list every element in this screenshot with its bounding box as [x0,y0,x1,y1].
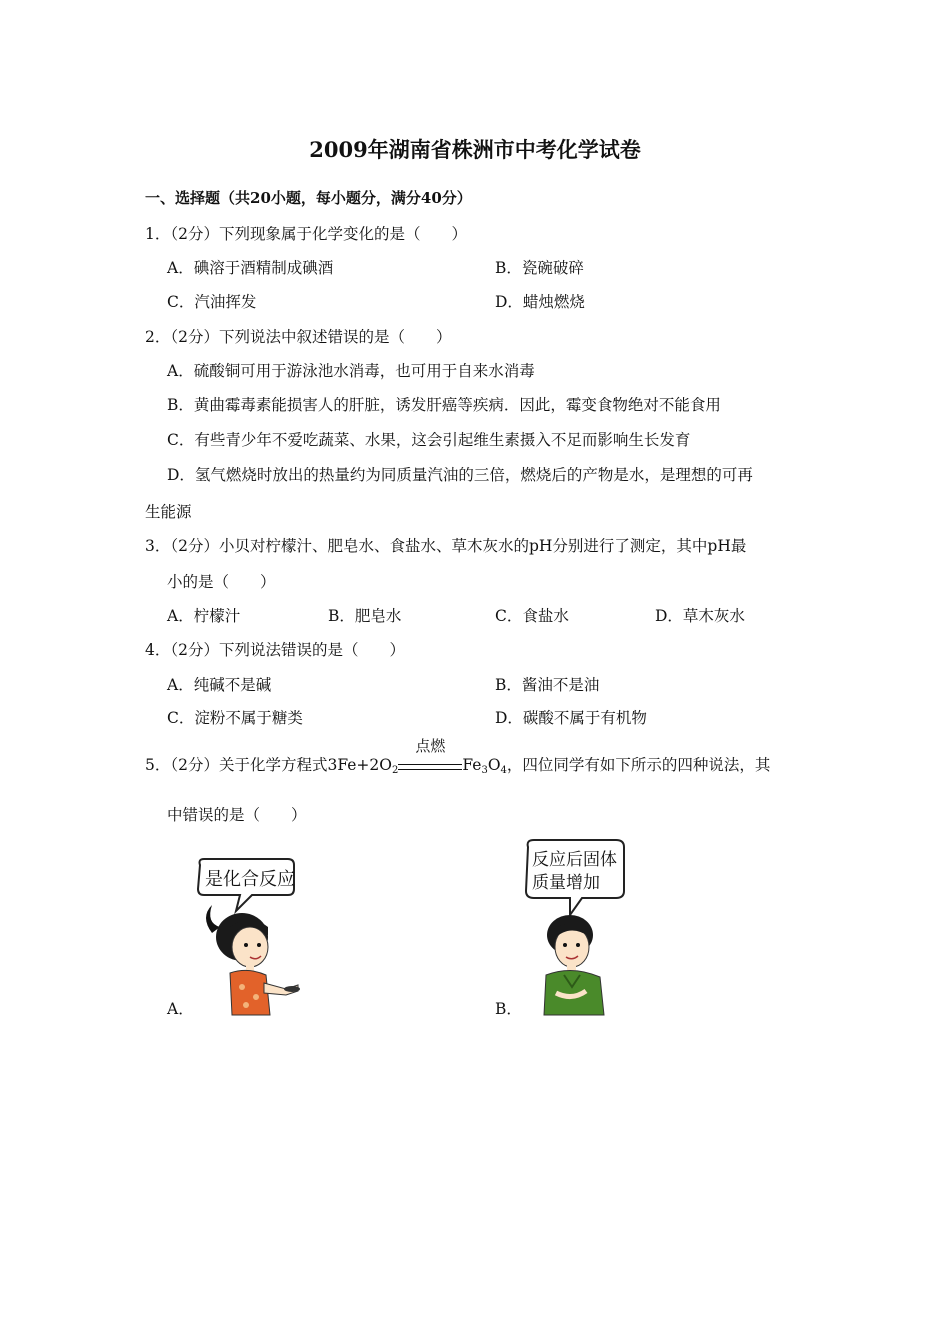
q4-option-b: B．酱油不是油 [495,676,600,694]
q2-option-d-continued: 生能源 [145,503,192,521]
q4-option-d: D．碳酸不属于有机物 [495,709,647,727]
q5-stem-prefix: 5．（2分）关于化学方程式3Fe+2O [145,756,392,774]
q4-option-a: A．纯碱不是碱 [167,676,272,694]
shirt-pattern-3 [243,1002,249,1008]
bubble-b-text-line2: 质量增加 [532,873,600,893]
reaction-arrow [398,737,462,775]
equals-sign [398,764,462,770]
q4-stem: 4．（2分）下列说法错误的是（ ） [145,641,405,659]
q2-option-a: A．硫酸铜可用于游泳池水消毒，也可用于自来水消毒 [167,362,535,380]
q5-stem-suffix: ，四位同学有如下所示的四种说法，其 [506,756,771,774]
section-heading: 一、选择题（共20小题，每小题分，满分40分） [145,189,472,207]
q1-stem: 1．（2分）下列现象属于化学变化的是（ ） [145,225,467,243]
boy-eye-right [576,943,580,947]
reaction-condition: 点燃 [415,737,446,755]
q5-option-b-label: B． [495,1000,522,1018]
q3-option-c: C．食盐水 [495,607,569,625]
bubble-a-text: 是化合反应 [205,869,295,890]
q2-stem: 2．（2分）下列说法中叙述错误的是（ ） [145,328,452,346]
q2-option-d: D．氢气燃烧时放出的热量约为同质量汽油的三倍，燃烧后的产物是水，是理想的可再 [167,466,753,484]
q5-subscript-o2: 2 [391,765,399,776]
bubble-b-text-line1: 反应后固体 [532,850,617,870]
q5-product-fe: Fe [462,756,482,774]
q5-subscript-fe: 3 [481,765,488,776]
girl-illustration [190,855,310,1020]
q5-stem-continued: 中错误的是（ ） [167,806,307,824]
girl-face [232,927,268,967]
q3-option-a: A．柠檬汁 [167,607,241,625]
q2-option-b: B．黄曲霉毒素能损害人的肝脏，诱发肝癌等疾病．因此，霉变食物绝对不能食用 [167,396,721,414]
q3-option-d: D．草木灰水 [655,607,745,625]
shirt-pattern-1 [239,984,245,990]
boy-eye-left [563,943,567,947]
q1-option-b: B．瓷碗破碎 [495,259,584,277]
q3-stem-continued: 小的是（ ） [167,573,276,591]
q2-option-c: C．有些青少年不爱吃蔬菜、水果，这会引起维生素摄入不足而影响生长发育 [167,431,691,449]
q5-stem [145,737,771,781]
q5-subscript-o: 4 [500,765,507,776]
girl-hand-object [284,986,300,992]
girl-eye-right [257,943,261,947]
q1-option-a: A．碘溶于酒精制成碘酒 [167,259,334,277]
q5-product-o: O [487,756,501,774]
shirt-pattern-2 [253,994,259,1000]
q1-option-c: C．汽油挥发 [167,293,257,311]
q1-option-d: D．蜡烛燃烧 [495,293,585,311]
q4-option-c: C．淀粉不属于糖类 [167,709,303,727]
boy-shirt [544,970,604,1015]
q5-option-a-label: A． [167,1000,194,1018]
q3-stem: 3．（2分）小贝对柠檬汁、肥皂水、食盐水、草木灰水的pH分别进行了测定，其中pH最 [145,537,747,555]
boy-illustration [520,835,630,1020]
page-title: 2009年湖南省株洲市中考化学试卷 [309,137,641,162]
q3-option-b: B．肥皂水 [328,607,402,625]
girl-eye-left [244,943,248,947]
